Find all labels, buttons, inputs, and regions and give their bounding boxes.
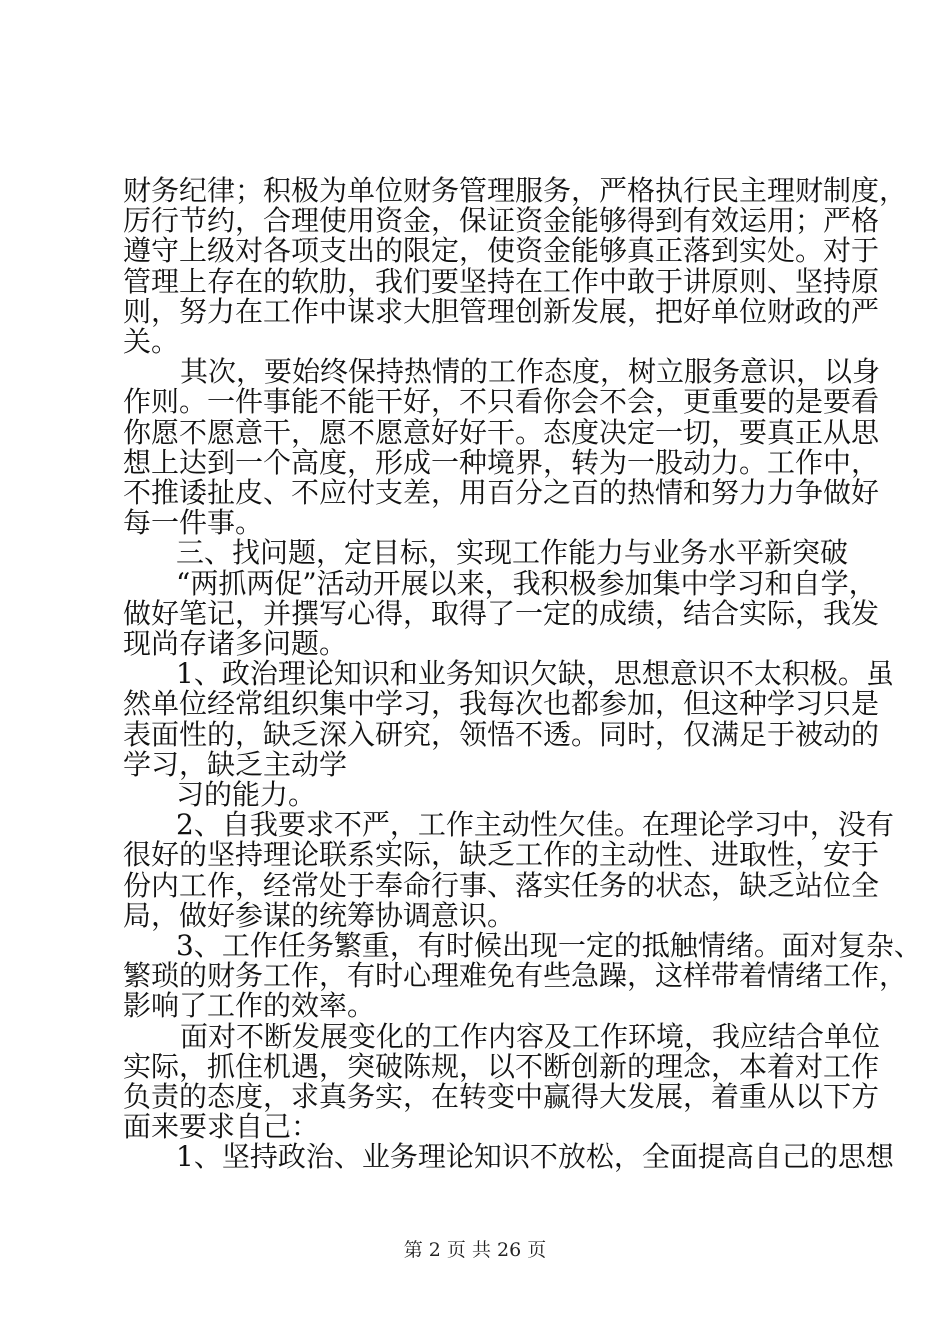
text-line: 想上达到一个高度，形成一种境界，转为一股动力。工作中， xyxy=(123,445,880,479)
text-line: 面对不断发展变化的工作内容及工作环境，我应结合单位 xyxy=(180,1019,881,1053)
text-line: 1、坚持政治、业务理论知识不放松，全面提高自己的思想 xyxy=(176,1140,894,1174)
page-number-footer: 第 2 页 共 26 页 xyxy=(403,1239,547,1261)
text-line: 你愿不愿意干，愿不愿意好好干。态度决定一切，要真正从思 xyxy=(123,415,880,449)
text-line: 2、自我要求不严，工作主动性欠佳。在理论学习中，没有 xyxy=(176,808,894,842)
text-line: 然单位经常组织集中学习，我每次也都参加，但这种学习只是 xyxy=(123,687,880,721)
text-line: 管理上存在的软肋，我们要坚持在工作中敢于讲原则、坚持原 xyxy=(123,264,880,298)
text-line: 厉行节约，合理使用资金，保证资金能够得到有效运用；严格 xyxy=(123,204,880,238)
text-line: 局，做好参谋的统筹协调意识。 xyxy=(123,898,516,932)
text-line: 其次，要始终保持热情的工作态度，树立服务意识，以身 xyxy=(180,355,881,389)
text-line: 不推诿扯皮、不应付支差，用百分之百的热情和努力力争做好 xyxy=(123,476,880,509)
text-line: 每一件事。 xyxy=(123,506,264,540)
text-line: 份内工作，经常处于奉命行事、落实任务的状态，缺乏站位全 xyxy=(123,868,880,902)
text-line: 面来要求自己： xyxy=(123,1110,320,1144)
text-line: 表面性的，缺乏深入研究，领悟不透。同时，仅满足于被动的 xyxy=(123,717,880,751)
text-line: 繁琐的财务工作，有时心理难免有些急躁，这样带着情绪工作， xyxy=(123,959,908,993)
text-line: 现尚存诸多问题。 xyxy=(123,627,348,660)
text-line: 遵守上级对各项支出的限定，使资金能够真正落到实处。对于 xyxy=(123,234,880,268)
text-line: 关。 xyxy=(123,325,180,358)
text-line: 则，努力在工作中谋求大胆管理创新发展，把好单位财政的严 xyxy=(123,294,880,328)
text-line: 影响了工作的效率。 xyxy=(123,989,376,1023)
text-line: “两抓两促”活动开展以来，我积极参加集中学习和自学， xyxy=(176,566,877,600)
text-line: 负责的态度，求真务实，在转变中赢得大发展，着重从以下方 xyxy=(123,1080,880,1113)
text-line: 3、工作任务繁重，有时候出现一定的抵触情绪。面对复杂、 xyxy=(176,929,922,962)
text-line: 学习，缺乏主动学 xyxy=(123,747,348,781)
text-line: 作则。一件事能不能干好，不只看你会不会，更重要的是要看 xyxy=(123,385,880,419)
text-line: 习的能力。 xyxy=(176,778,317,811)
text-line: 很好的坚持理论联系实际，缺乏工作的主动性、进取性，安于 xyxy=(123,838,880,872)
text-line: 财务纪律；积极为单位财务管理服务，严格执行民主理财制度， xyxy=(123,174,908,207)
text-line: 做好笔记，并撰写心得，取得了一定的成绩，结合实际，我发 xyxy=(123,596,880,630)
text-line: 实际，抓住机遇，突破陈规，以不断创新的理念，本着对工作 xyxy=(123,1049,880,1083)
text-line: 1、政治理论知识和业务知识欠缺，思想意识不太积极。虽 xyxy=(176,657,894,691)
section-heading: 三、找问题，定目标，实现工作能力与业务水平新突破 xyxy=(176,536,849,570)
